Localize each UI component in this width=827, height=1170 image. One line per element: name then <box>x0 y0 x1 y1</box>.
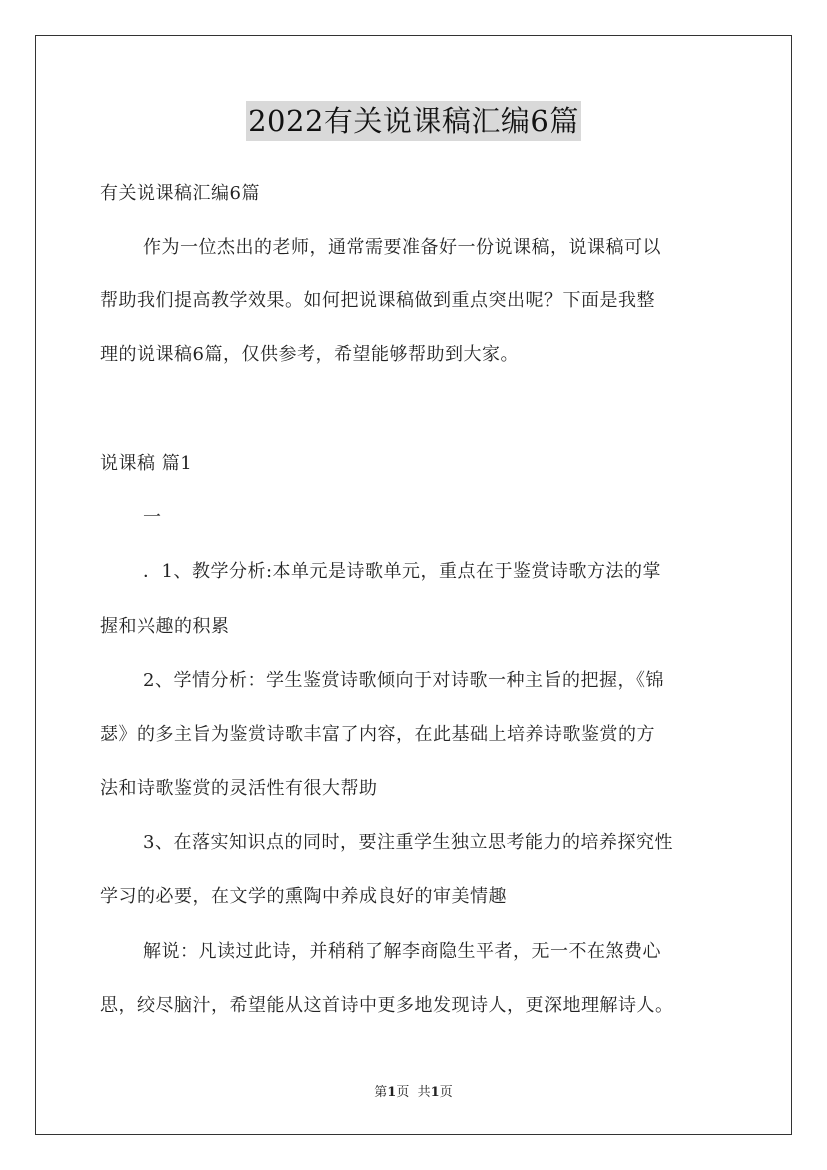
intro-line-3: 理的说课稿6篇，仅供参考，希望能够帮助到大家。 <box>100 344 519 365</box>
body-line-7: 学习的必要，在文学的熏陶中养成良好的审美情趣 <box>100 886 507 907</box>
document-subtitle: 有关说课稿汇编6篇 <box>100 183 260 204</box>
page-suffix: 页 <box>396 1085 410 1100</box>
section-marker: 一 <box>143 507 162 528</box>
body-line-9: 思，绞尽脑汁，希望能从这首诗中更多地发现诗人，更深地理解诗人。 <box>100 995 674 1016</box>
body-line-2: 握和兴趣的积累 <box>100 616 230 637</box>
title-container <box>0 101 827 141</box>
page-prefix: 第 <box>374 1085 388 1100</box>
total-prefix: 共 <box>417 1085 431 1100</box>
body-line-6: 3、在落实知识点的同时，要注重学生独立思考能力的培养探究性 <box>143 832 673 853</box>
intro-line-1: 作为一位杰出的老师，通常需要准备好一份说课稿，说课稿可以 <box>143 237 661 258</box>
document-title: 2022有关说课稿汇编6篇 <box>246 101 581 141</box>
body-line-3: 2、学情分析：学生鉴赏诗歌倾向于对诗歌一种主旨的把握，《锦 <box>143 670 664 691</box>
body-line-8: 解说：凡读过此诗，并稍稍了解李商隐生平者，无一不在煞费心 <box>143 941 661 962</box>
total-number: 1 <box>430 1085 440 1100</box>
body-line-1: ．1、教学分析:本单元是诗歌单元，重点在于鉴赏诗歌方法的掌 <box>143 561 662 582</box>
intro-line-2: 帮助我们提高教学效果。如何把说课稿做到重点突出呢？下面是我整 <box>100 290 655 311</box>
section-heading: 说课稿 篇1 <box>100 453 193 474</box>
page-footer <box>0 1084 827 1102</box>
body-line-4: 瑟》的多主旨为鉴赏诗歌丰富了内容，在此基础上培养诗歌鉴赏的方 <box>100 724 655 745</box>
body-line-5: 法和诗歌鉴赏的灵活性有很大帮助 <box>100 778 378 799</box>
page-number: 1 <box>387 1085 397 1100</box>
total-suffix: 页 <box>439 1085 453 1100</box>
